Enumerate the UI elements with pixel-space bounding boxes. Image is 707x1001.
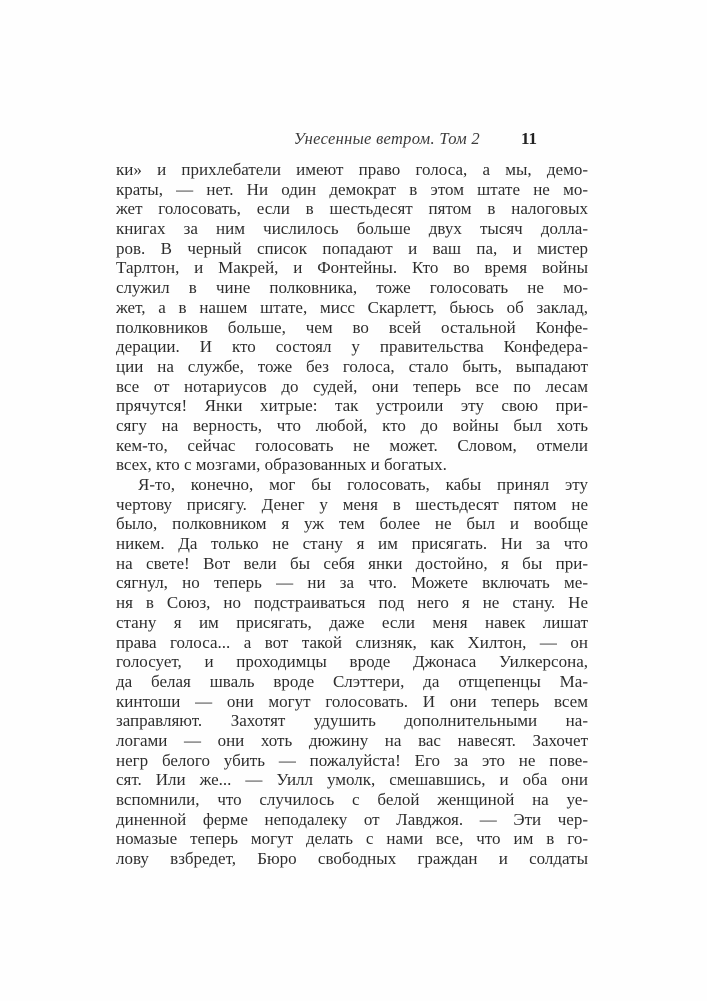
text-line: дерации. И кто состоял у правительства Конфедера-	[116, 337, 588, 357]
text-line: диненной ферме неподалеку от Лавджоя. — Эти чер-	[116, 809, 588, 829]
text-line: ров. В черный список попадают и ваш па, и мистер	[116, 238, 588, 258]
text-line: всех, кто с мозгами, образованных и богатых.	[116, 455, 447, 475]
text-line: ки» и прихлебатели имеют право голоса, а мы, демо-	[116, 160, 588, 179]
text-line: никем. Да только не стану я им присягать. Ни за что	[116, 534, 588, 554]
text-line: на свете! Вот вели бы себя янки достойно, я бы при-	[116, 553, 588, 573]
text-line: кинтоши — они могут голосовать. И они теперь всем	[116, 691, 588, 711]
text-line: служил в чине полковника, тоже голосовать не мо-	[116, 278, 588, 298]
text-line: лову взбредет, Бюро свободных граждан и солдаты	[116, 849, 588, 869]
text-line: сят. Или же... — Уилл умолк, смешавшись, и оба они	[116, 770, 588, 790]
text-line: ции на службе, тоже без голоса, стало быть, выпадают	[116, 356, 588, 376]
text-line: полковников больше, чем во всей остальной Конфе-	[116, 317, 588, 337]
text-line: жет голосовать, если в шестьдесят пятом в налоговых	[116, 199, 588, 219]
text-line: вспомнили, что случилось с белой женщиной на уе-	[116, 790, 588, 809]
text-line: Я-то, конечно, мог бы голосовать, кабы принял эту	[138, 475, 588, 494]
text-line: краты, — нет. Ни один демократ в этом штате не мо-	[116, 179, 588, 199]
text-line: прячутся! Янки хитрые: так устроили эту свою при-	[116, 396, 588, 416]
text-block	[116, 160, 588, 869]
text-line: все от нотариусов до судей, они теперь все по лесам	[116, 376, 588, 396]
text-line: Тарлтон, и Макрей, и Фонтейны. Кто во время войны	[116, 258, 588, 278]
running-title: Унесенные ветром. Том 2	[293, 129, 480, 148]
text-line: сягу на верность, что любой, кто до войны был хоть	[116, 415, 588, 435]
text-line: кем-то, сейчас голосовать не может. Словом, отмели	[116, 435, 588, 455]
text-line: номазые теперь могут делать с нами все, что им в го-	[116, 829, 588, 849]
text-line: права голоса... а вот такой слизняк, как Хилтон, — он	[116, 632, 588, 652]
text-line: сягнул, но теперь — ни за что. Можете включать ме-	[116, 573, 588, 593]
text-line: жет, а в нашем штате, мисс Скарлетт, бьюсь об заклад,	[116, 297, 588, 317]
text-line: да белая шваль вроде Слэттери, да отщепенцы Ма-	[116, 671, 588, 691]
text-line: чертову присягу. Денег у меня в шестьдесят пятом не	[116, 494, 588, 514]
text-line: было, полковником я уж тем более не был и вообще	[116, 514, 588, 534]
text-line: книгах за ним числилось больше двух тысяч долла-	[116, 219, 588, 239]
text-line: логами — они хоть дюжину на вас навесят. Захочет	[116, 730, 588, 750]
text-line: заправляют. Захотят удушить дополнительными на-	[116, 711, 588, 731]
text-line: негр белого убить — пожалуйста! Его за это не пове-	[116, 750, 588, 770]
page-number: 11	[520, 129, 537, 148]
text-line: ня в Союз, но подстраиваться под него я не стану. Не	[116, 593, 588, 613]
page-header	[116, 129, 588, 151]
text-line: голосует, и проходимцы вроде Джонаса Уилкерсона,	[116, 652, 588, 672]
text-line: стану я им присягать, даже если меня навек лишат	[116, 612, 588, 632]
